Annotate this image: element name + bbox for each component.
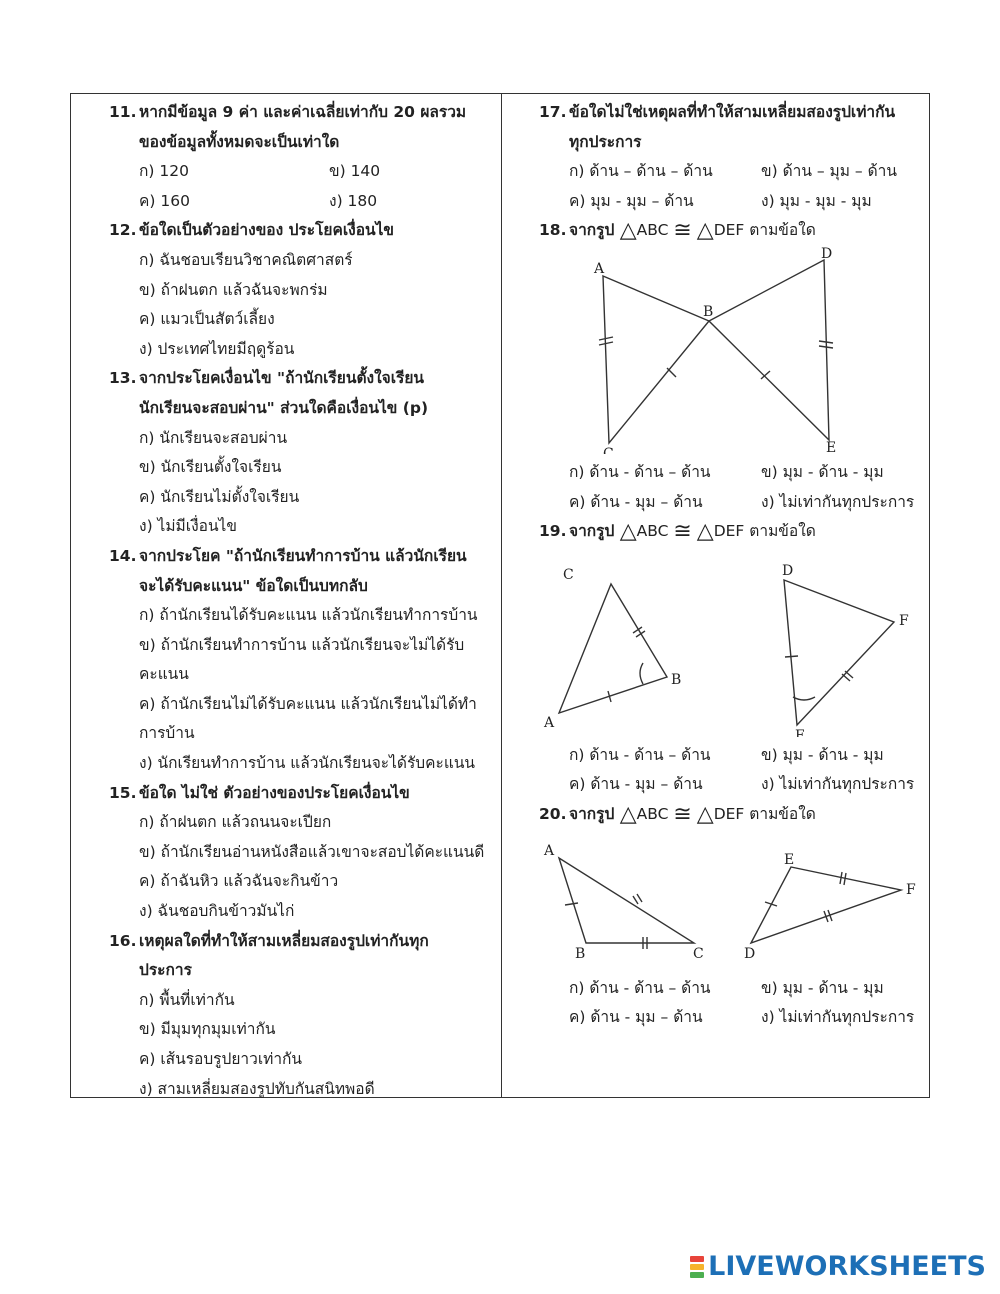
question-text: ตามข้อใด [749,522,816,541]
liveworksheets-logo-icon [690,1255,704,1279]
vertex-label-f: F [906,881,916,898]
congruent-symbol: ≅ [673,801,692,827]
choice-d[interactable]: ง) ไม่มีเงื่อนไข [139,517,237,536]
congruent-symbol: ≅ [673,519,692,545]
choice-a[interactable]: ก) พื้นที่เท่ากัน [139,990,235,1009]
question-13 [109,364,494,542]
choice-a[interactable]: ก) ด้าน - ด้าน – ด้าน [569,978,711,997]
choice-a[interactable]: ก) 120 [139,162,189,181]
choice-b[interactable]: ข) ด้าน – มุม – ด้าน [761,162,897,181]
right-column [539,98,924,1033]
choice-b[interactable]: ข) ถ้านักเรียนอ่านหนังสือแล้วเขาจะสอบได้คะแนนดี [139,842,485,861]
question-text: ของข้อมูลทั้งหมดจะเป็นเท่าใด [139,132,340,151]
choice-c[interactable]: ค) 160 [139,191,190,210]
triangle-def [784,580,894,725]
triangle-name: DEF [713,804,745,823]
choice-b[interactable]: ข) มุม - ด้าน - มุม [761,978,884,997]
question-20 [539,800,924,1033]
question-number: 12. [109,221,137,240]
question-number: 16. [109,931,137,950]
choice-d[interactable]: ง) ไม่เท่ากันทุกประการ [761,492,915,511]
choice-c[interactable]: ค) นักเรียนไม่ตั้งใจเรียน [139,487,300,506]
liveworksheets-logo[interactable] [690,1251,986,1282]
figure-q19 [539,547,929,737]
question-12 [109,216,494,364]
question-number: 15. [109,783,137,802]
choice-a[interactable]: ก) ถ้าฝนตก แล้วถนนจะเปียก [139,813,332,832]
vertex-label-a: A [544,842,555,859]
vertex-label-b: B [703,303,714,320]
choice-d[interactable]: ง) 180 [329,191,378,210]
question-number: 11. [109,103,137,121]
question-text: ตามข้อใด [749,804,816,823]
question-text: จากรูป [569,522,615,541]
column-divider [501,94,502,1097]
question-number: 19. [539,522,567,541]
triangle-symbol: △ [619,519,637,545]
brand-text: LIVEWORKSHEETS [708,1251,986,1282]
vertex-label-d: D [821,245,833,262]
question-text: เหตุผลใดที่ทำให้สามเหลี่ยมสองรูปเท่ากันทุก [139,931,429,950]
triangle-symbol: △ [619,218,637,244]
question-text: ข้อใด ไม่ใช่ ตัวอย่างของประโยคเงื่อนไข [139,783,410,802]
choice-a[interactable]: ก) ถ้านักเรียนได้รับคะแนน แล้วนักเรียนทำการบ้าน [139,606,478,625]
choice-b[interactable]: ข) มุม - ด้าน - มุม [761,462,884,481]
vertex-label-e: E [784,851,795,868]
question-19 [539,517,924,800]
choice-b[interactable]: ข) ถ้านักเรียนทำการบ้าน แล้วนักเรียนจะไม่ได้รับ [139,635,465,654]
question-text: ประการ [139,961,192,980]
vertex-label-a: A [594,260,605,277]
choice-c[interactable]: ค) ด้าน - มุม – ด้าน [569,1008,703,1027]
left-column [109,98,494,1104]
question-text: จากรูป [569,804,615,823]
choice-a[interactable]: ก) ด้าน - ด้าน – ด้าน [569,745,711,764]
triangle-name: ABC [636,221,669,240]
triangle-name: ABC [636,804,669,823]
choice-c[interactable]: ค) มุม - มุม – ด้าน [569,191,694,210]
vertex-label-c: C [603,445,614,454]
choice-b[interactable]: ข) มีมุมทุกมุมเท่ากัน [139,1020,276,1039]
choice-b[interactable]: ข) 140 [329,162,381,181]
choice-d[interactable]: ง) นักเรียนทำการบ้าน แล้วนักเรียนจะได้รับคะแนน [139,754,476,773]
choice-b-continued[interactable]: คะแนน [139,665,189,684]
choice-d[interactable]: ง) ไม่เท่ากันทุกประการ [761,1008,915,1027]
vertex-label-b: B [575,945,586,962]
choice-c-continued[interactable]: การบ้าน [139,724,195,743]
choice-c[interactable]: ค) ถ้านักเรียนไม่ได้รับคะแนน แล้วนักเรียนไม่ได้ทำ [139,694,477,713]
choice-d[interactable]: ง) ฉันชอบกินข้าวมันไก่ [139,902,295,921]
question-number: 17. [539,103,567,121]
choice-c[interactable]: ค) ด้าน - มุม – ด้าน [569,775,703,794]
question-text: ตามข้อใด [749,221,816,240]
vertex-label-e: E [795,727,806,737]
choice-a[interactable]: ก) ด้าน – ด้าน – ด้าน [569,162,713,181]
choice-d[interactable]: ง) ประเทศไทยมีฤดูร้อน [139,339,295,358]
question-number: 14. [109,546,137,565]
choice-d[interactable]: ง) มุม - มุม - มุม [761,191,872,210]
choice-a[interactable]: ก) ด้าน - ด้าน – ด้าน [569,462,711,481]
choice-d[interactable]: ง) สามเหลี่ยมสองรูปทับกันสนิทพอดี [139,1079,375,1098]
question-text: นักเรียนจะสอบผ่าน" ส่วนใดคือเงื่อนไข (p) [139,398,429,417]
choice-a[interactable]: ก) นักเรียนจะสอบผ่าน [139,428,288,447]
vertex-label-f: F [899,612,909,629]
triangle-abc [603,276,709,443]
triangle-def [709,260,829,440]
triangle-symbol: △ [696,519,714,545]
tick-mark [667,368,676,377]
worksheet-table [70,93,930,1098]
question-text: จากประโยคเงื่อนไข "ถ้านักเรียนตั้งใจเรียน [139,369,425,388]
triangle-name: ABC [636,522,669,541]
question-18 [539,216,924,517]
question-11 [109,98,494,216]
triangle-symbol: △ [696,801,714,827]
choice-b[interactable]: ข) ถ้าฝนตก แล้วฉันจะพกร่ม [139,280,328,299]
triangle-abc [559,858,694,943]
choice-d[interactable]: ง) ไม่เท่ากันทุกประการ [761,775,915,794]
question-number: 13. [109,369,137,388]
congruent-symbol: ≅ [673,218,692,244]
choice-c[interactable]: ค) ถ้าฉันหิว แล้วฉันจะกินข้าว [139,872,339,891]
vertex-label-e: E [826,439,837,454]
vertex-label-d: D [744,945,756,962]
vertex-label-c: C [563,566,574,583]
question-16 [109,927,494,1105]
triangle-name: DEF [713,221,745,240]
triangle-name: DEF [713,522,745,541]
choice-c[interactable]: ค) แมวเป็นสัตว์เลี้ยง [139,310,275,329]
vertex-label-b: B [671,671,682,688]
vertex-label-c: C [693,945,704,962]
vertex-label-a: A [544,714,555,731]
question-14 [109,542,494,779]
question-text: จะได้รับคะแนน" ข้อใดเป็นบทกลับ [139,576,368,595]
figure-q20 [539,830,929,970]
question-text: จากประโยค "ถ้านักเรียนทำการบ้าน แล้วนักเรียน [139,546,467,565]
question-text: ข้อใดเป็นตัวอย่างของ ประโยคเงื่อนไข [139,221,395,240]
question-text: จากรูป [569,221,615,240]
question-text: ข้อใดไม่ใช่เหตุผลที่ทำให้สามเหลี่ยมสองรูปเท่ากัน [569,103,896,121]
choice-c[interactable]: ค) ด้าน - มุม – ด้าน [569,492,703,511]
question-text: ทุกประการ [569,132,642,151]
question-number: 20. [539,804,567,823]
question-text: หากมีข้อมูล 9 ค่า และค่าเฉลี่ยเท่ากับ 20 ผลรวม [139,103,467,121]
choice-c[interactable]: ค) เส้นรอบรูปยาวเท่ากัน [139,1050,303,1068]
question-number: 18. [539,221,567,240]
choice-b[interactable]: ข) มุม - ด้าน - มุม [761,745,884,764]
choice-a[interactable]: ก) ฉันชอบเรียนวิชาคณิตศาสตร์ [139,250,353,269]
choice-b[interactable]: ข) นักเรียนตั้งใจเรียน [139,458,282,477]
triangle-abc [559,584,667,713]
figure-q18 [539,246,919,454]
vertex-label-d: D [782,562,794,579]
triangle-symbol: △ [696,218,714,244]
question-17 [539,98,924,216]
question-15 [109,779,494,927]
triangle-symbol: △ [619,801,637,827]
